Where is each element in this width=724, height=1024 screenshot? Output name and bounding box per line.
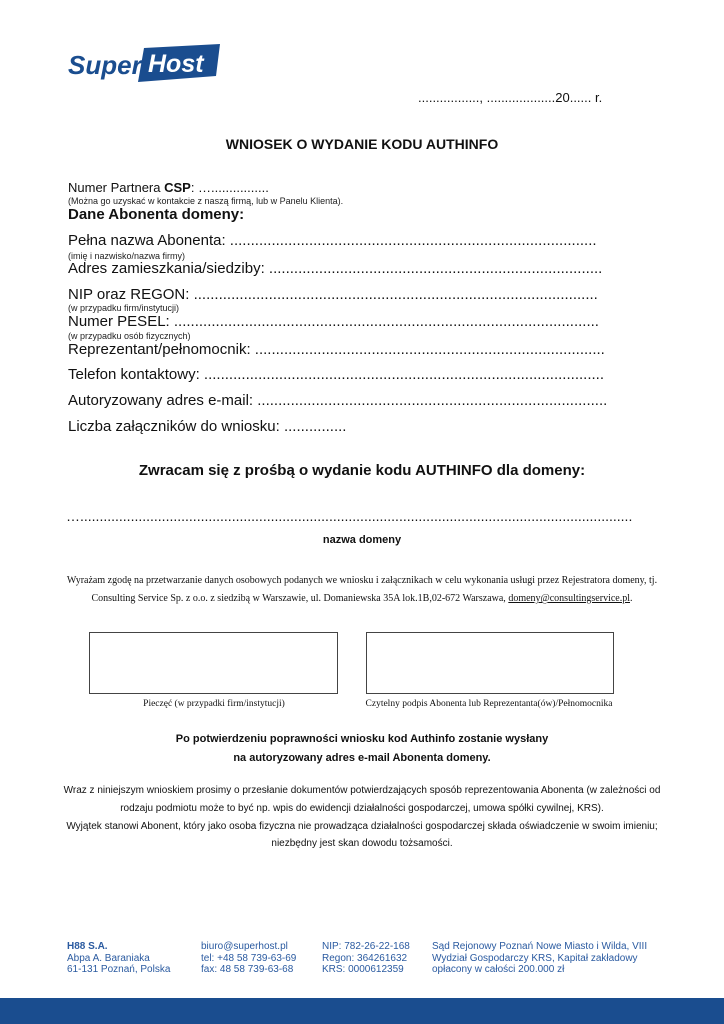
footer-fax: fax: 48 58 739-63-68 xyxy=(201,964,294,975)
info-line-4: niezbędny jest skan dowodu tożsamości. xyxy=(271,838,453,849)
logo-super-text: Super xyxy=(68,50,142,80)
footer-phone: tel: +48 58 739-63-69 xyxy=(201,952,297,964)
email-field: Autoryzowany adres e-mail: .................................................................................... xyxy=(68,392,608,409)
stamp-box xyxy=(89,632,338,694)
partner-dots: : …................ xyxy=(190,180,269,195)
footer-email[interactable]: biuro@superhost.pl xyxy=(201,941,288,952)
address-field: Adres zamieszkania/siedziby: ................................................................................ xyxy=(68,260,603,277)
partner-hint: (Można go uzyskać w kontakcie z naszą firmą, lub w Panelu Klienta). xyxy=(68,196,344,206)
representative-field: Reprezentant/pełnomocnik: .................................................................................... xyxy=(68,341,605,358)
attachments-field: Liczba załączników do wniosku: ............... xyxy=(68,418,347,435)
signature-label: Czytelny podpis Abonenta lub Reprezentanta(ów)/Pełnomocnika xyxy=(365,699,613,709)
footer-court-line-1: Sąd Rejonowy Poznań Nowe Miasto i Wilda, VIII xyxy=(432,941,648,952)
request-text: Zwracam się z prośbą o wydanie kodu AUTHINFO dla domeny: xyxy=(138,462,586,479)
footer-nip: NIP: 782-26-22-168 xyxy=(322,941,410,952)
domain-dots: ….............................................................................................................................................. xyxy=(66,508,633,524)
stamp-label: Pieczęć (w przypadki firm/instytucji) xyxy=(143,699,285,709)
info-line-3: Wyjątek stanowi Abonent, który jako osoba fizyczna nie prowadząca działalności gospodarczej składa oświadczenie w swoim imieniu; xyxy=(66,821,658,832)
domain-label: nazwa domeny xyxy=(322,534,402,546)
nip-regon-hint: (w przypadku firm/instytucji) xyxy=(68,303,180,313)
confirmation-line-1: Po potwierdzeniu poprawności wniosku kod Authinfo zostanie wysłany xyxy=(175,733,549,745)
logo-graphic xyxy=(66,42,222,84)
info-line-1: Wraz z niniejszym wnioskiem prosimy o przesłanie dokumentów potwierdzających sposób reprezentowania Abonenta (w zależności od xyxy=(63,785,661,796)
phone-field: Telefon kontaktowy: ................................................................................................ xyxy=(68,366,604,383)
pesel-field: Numer PESEL: ...................................................................................................... xyxy=(68,313,599,330)
date-line: ................., ...................20...... r. xyxy=(418,90,603,105)
footer-company xyxy=(67,941,170,976)
consent-text: Wyrażam zgodę na przetwarzanie danych osobowych podanych we wniosku i załącznikach w celu wykonania usługi przez Rejestratora domeny, tj. Consulting Service Sp. z o.o. z siedzibą w Warszawie, ul. Domaniewska 35A lok.1B,02-672 Warszawa, xyxy=(66,575,658,604)
consent-end: . xyxy=(630,593,633,604)
footer-company-city: 61-131 Poznań, Polska xyxy=(67,964,171,975)
footer-registry xyxy=(322,941,410,976)
signature-box xyxy=(366,632,614,694)
info-line-2: rodzaju podmiotu może to być np. wpis do ewidencji działalności gospodarczej, umowa spółki cywilnej, KRS). xyxy=(120,803,604,814)
footer-company-name: H88 S.A. xyxy=(67,941,108,952)
footer-krs: KRS: 0000612359 xyxy=(322,964,404,975)
confirmation-line-2: na autoryzowany adres e-mail Abonenta domeny. xyxy=(233,752,491,764)
full-name-field: Pełna nazwa Abonenta: ........................................................................................ xyxy=(68,232,597,249)
footer-court-line-3: opłacony w całości 200.000 zł xyxy=(432,964,565,975)
superhost-logo xyxy=(66,42,222,84)
pesel-hint: (w przypadku osób fizycznych) xyxy=(68,331,191,341)
footer-court-line-2: Wydział Gospodarczy KRS, Kapitał zakładowy xyxy=(432,952,638,964)
document-title: WNIOSEK O WYDANIE KODU AUTHINFO xyxy=(225,136,499,152)
consent-paragraph xyxy=(50,572,674,608)
footer-regon: Regon: 364261632 xyxy=(322,952,408,964)
consent-email-link[interactable]: domeny@consultingservice.pl xyxy=(508,593,630,604)
partner-number-line xyxy=(68,180,269,195)
footer-contact xyxy=(201,941,296,976)
logo-host-text: Host xyxy=(148,50,204,78)
footer-company-street: Abpa A. Baraniaka xyxy=(67,952,150,964)
footer-court xyxy=(432,941,647,976)
full-name-hint: (imię i nazwisko/nazwa firmy) xyxy=(68,251,186,261)
footer-bar xyxy=(0,998,724,1024)
partner-csp-label: CSP xyxy=(164,180,191,195)
subscriber-heading: Dane Abonenta domeny: xyxy=(68,206,245,223)
nip-regon-field: NIP oraz REGON: ................................................................................................. xyxy=(68,286,598,303)
partner-label: Numer Partnera xyxy=(68,180,165,195)
